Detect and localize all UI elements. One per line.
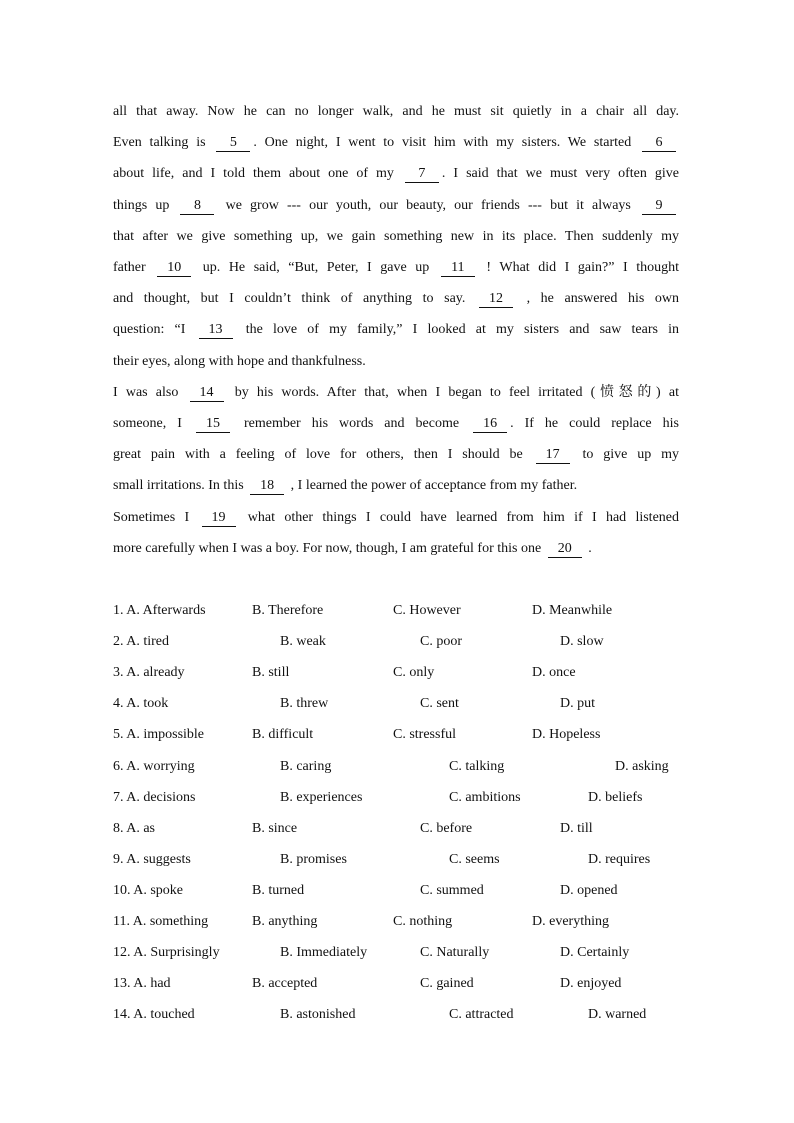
passage-text: to give up my <box>572 447 679 463</box>
option-choice: B. experiences <box>280 789 363 805</box>
passage-text: remember his words and become <box>232 416 471 431</box>
option-choice: B. Immediately <box>280 945 368 961</box>
option-row <box>113 725 693 745</box>
option-choice: D. till <box>560 820 593 836</box>
option-choice: B. accepted <box>252 976 318 992</box>
option-choice: 8. A. as <box>113 820 155 836</box>
passage-line <box>113 320 679 340</box>
passage-line <box>113 445 679 465</box>
option-choice: C. summed <box>420 882 484 898</box>
option-choice: B. promises <box>280 851 347 867</box>
option-row <box>113 943 693 963</box>
option-choice: C. before <box>420 820 473 836</box>
answer-blank: 12 <box>479 291 513 308</box>
option-choice: B. weak <box>280 634 326 650</box>
option-choice: B. turned <box>252 882 305 898</box>
option-choice: C. talking <box>449 758 505 774</box>
option-choice: C. Naturally <box>420 945 490 961</box>
option-choice: D. Certainly <box>560 945 630 961</box>
option-row <box>113 757 693 777</box>
option-choice: 10. A. spoke <box>113 882 183 898</box>
passage-text: more carefully when I was a boy. For now, though, I am grateful for this one <box>113 540 545 556</box>
option-choice: D. opened <box>560 882 618 898</box>
passage-text: small irritations. In this <box>113 478 248 494</box>
passage-line <box>113 196 679 216</box>
option-choice: B. difficult <box>252 727 314 743</box>
passage-text: , he answered his own <box>515 291 679 307</box>
passage-text: . If he could replace his <box>510 416 679 431</box>
option-choice: B. threw <box>280 696 329 712</box>
passage-line <box>113 227 679 247</box>
option-choice: D. enjoyed <box>560 976 622 992</box>
answer-blank: 19 <box>202 510 236 527</box>
option-choice: B. anything <box>252 914 318 929</box>
option-row <box>113 1005 693 1025</box>
option-row <box>113 819 693 839</box>
passage-text: by his words. After that, when I began to feel irritated (愤怒的) at <box>226 384 679 400</box>
passage-line <box>113 258 679 278</box>
option-choice: 4. A. took <box>113 696 169 712</box>
answer-blank: 17 <box>536 447 570 464</box>
passage-line <box>113 383 679 403</box>
option-choice: 5. A. impossible <box>113 727 205 743</box>
passage-line <box>113 508 679 528</box>
option-row <box>113 850 693 870</box>
option-choice: 14. A. touched <box>113 1007 195 1023</box>
answer-blank: 13 <box>199 322 233 339</box>
passage-text: and thought, but I couldn’t think of anything to say. <box>113 291 476 307</box>
passage-text: the love of my family,” I looked at my sisters and saw tears in <box>235 322 680 338</box>
option-choice: D. warned <box>588 1007 647 1023</box>
option-choice: C. stressful <box>393 727 456 743</box>
passage-line <box>113 352 679 372</box>
option-choice: C. poor <box>420 634 462 650</box>
passage-text: . <box>584 540 592 556</box>
passage-text: things up <box>113 197 178 213</box>
option-choice: B. Therefore <box>252 603 324 618</box>
passage-text: all that away. Now he can no longer walk, and he must sit quietly in a chair all day. <box>113 104 679 119</box>
passage-text: someone, I <box>113 416 193 431</box>
passage-text: ! What did I gain?” I thought <box>477 260 679 275</box>
option-choice: C. attracted <box>449 1007 514 1023</box>
passage-line <box>113 476 679 496</box>
option-choice: 13. A. had <box>113 976 171 992</box>
option-choice: 11. A. something <box>113 914 209 929</box>
option-choice: 12. A. Surprisingly <box>113 945 220 961</box>
passage-line <box>113 102 679 122</box>
answer-blank: 9 <box>642 198 676 215</box>
answer-blank: 6 <box>642 135 676 152</box>
option-choice: B. since <box>252 820 298 836</box>
option-row <box>113 694 693 714</box>
option-choice: C. gained <box>420 976 474 992</box>
answer-blank: 5 <box>216 135 250 152</box>
option-choice: C. seems <box>449 851 500 867</box>
passage-line <box>113 289 679 309</box>
option-choice: 7. A. decisions <box>113 789 196 805</box>
option-choice: B. caring <box>280 758 332 774</box>
passage-text: . One night, I went to visit him with my sisters. We started <box>253 135 639 151</box>
option-choice: D. asking <box>615 758 669 774</box>
passage-text: Sometimes I <box>113 509 199 525</box>
option-choice: C. nothing <box>393 914 453 929</box>
option-choice: D. slow <box>560 634 604 650</box>
answer-blank: 8 <box>180 198 214 215</box>
option-choice: 9. A. suggests <box>113 851 191 867</box>
option-choice: D. put <box>560 696 595 712</box>
option-choice: B. still <box>252 665 290 681</box>
option-choice: 2. A. tired <box>113 634 169 650</box>
passage-text: their eyes, along with hope and thankfulness. <box>113 353 366 369</box>
answer-blank: 15 <box>196 416 230 433</box>
answer-blank: 10 <box>157 260 191 277</box>
passage-text: about life, and I told them about one of my <box>113 166 402 182</box>
answer-blank: 11 <box>441 260 475 277</box>
option-choice: C. However <box>393 603 461 618</box>
passage-text: we grow --- our youth, our beauty, our friends --- but it always <box>217 197 639 213</box>
passage-line <box>113 164 679 184</box>
option-choice: B. astonished <box>280 1007 356 1023</box>
passage-text: up. He said, “But, Peter, I gave up <box>194 260 438 275</box>
passage-text: , I learned the power of acceptance from my father. <box>287 478 578 494</box>
option-choice: D. Meanwhile <box>532 603 613 618</box>
option-choice: 6. A. worrying <box>113 758 195 774</box>
passage-line <box>113 133 679 153</box>
passage-text: that after we give something up, we gain something new in its place. Then suddenly my <box>113 228 679 244</box>
option-choice: D. beliefs <box>588 789 643 805</box>
answer-blank: 7 <box>405 166 439 183</box>
passage-text: Even talking is <box>113 135 214 151</box>
passage-text: father <box>113 260 155 275</box>
option-row <box>113 663 693 683</box>
passage-line <box>113 539 679 559</box>
option-row <box>113 788 693 808</box>
answer-blank: 18 <box>250 478 284 495</box>
passage-text: question: “I <box>113 322 196 338</box>
option-row <box>113 601 693 621</box>
option-choice: D. everything <box>532 914 609 929</box>
option-row <box>113 881 693 901</box>
option-choice: D. Hopeless <box>532 727 601 743</box>
option-row <box>113 912 693 932</box>
option-choice: D. once <box>532 665 576 681</box>
answer-blank: 16 <box>473 416 507 433</box>
passage-text: what other things I could have learned from him if I had listened <box>238 509 680 525</box>
passage-line <box>113 414 679 434</box>
option-row <box>113 974 693 994</box>
answer-blank: 14 <box>190 385 224 402</box>
passage-text: . I said that we must very often give <box>441 166 679 182</box>
option-row <box>113 632 693 652</box>
option-choice: C. sent <box>420 696 459 712</box>
option-choice: C. only <box>393 665 435 681</box>
option-choice: 3. A. already <box>113 665 185 681</box>
answer-blank: 20 <box>548 541 582 558</box>
passage-text: I was also <box>113 384 187 400</box>
option-choice: 1. A. Afterwards <box>113 603 206 618</box>
option-choice: C. ambitions <box>449 789 521 805</box>
option-choice: D. requires <box>588 851 651 867</box>
passage-text: great pain with a feeling of love for others, then I should be <box>113 447 533 463</box>
